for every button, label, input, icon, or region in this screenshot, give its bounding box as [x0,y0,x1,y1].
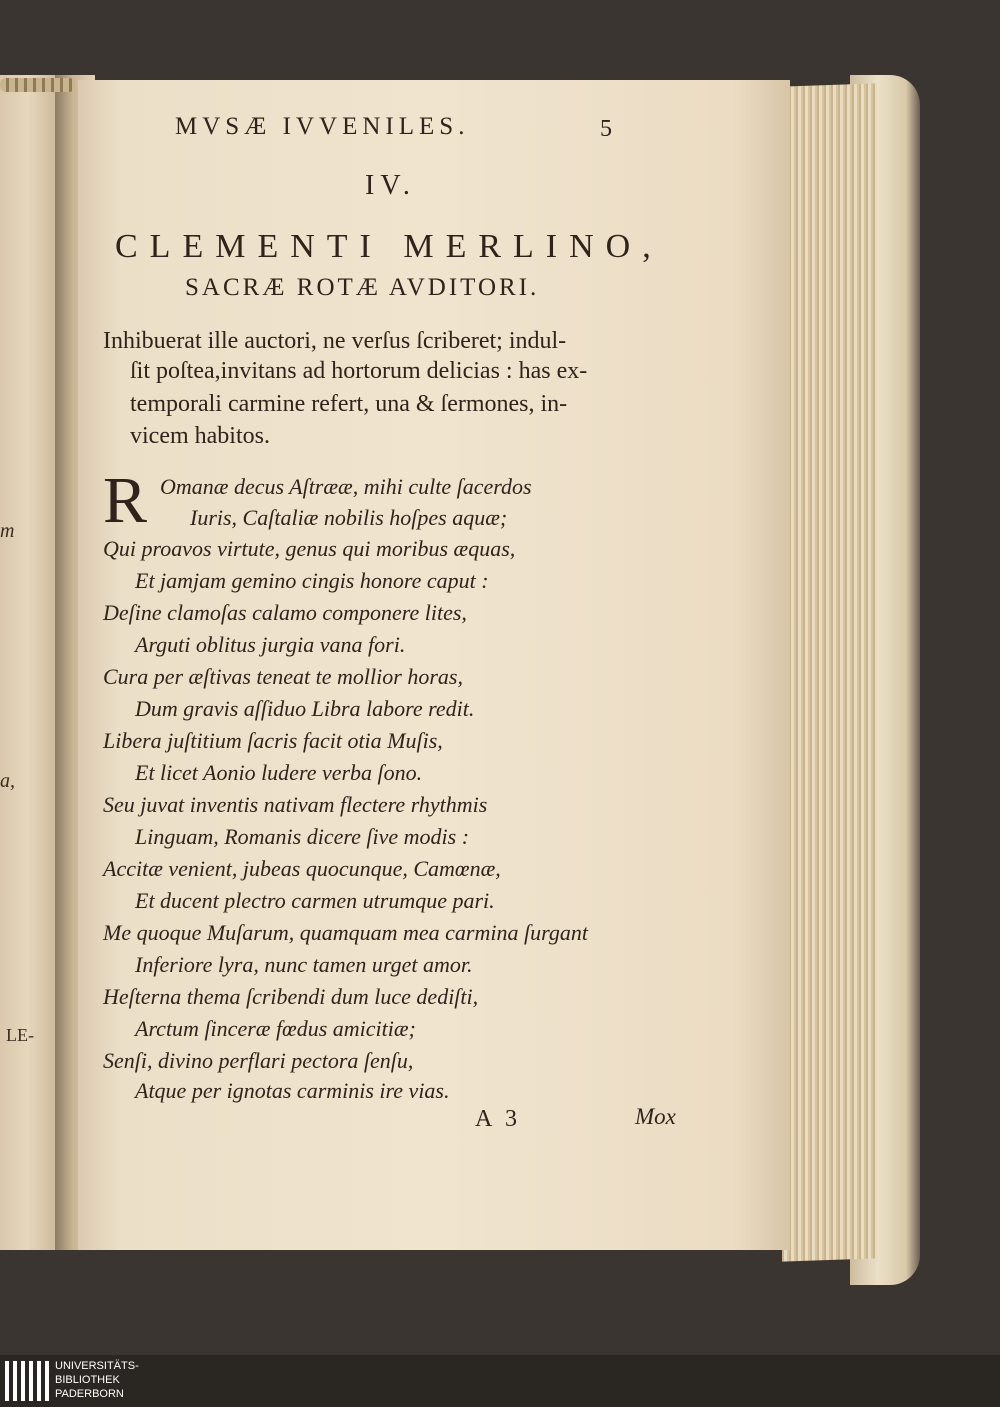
binding-thread [0,78,75,92]
verse-line: Deſine clamoſas calamo componere lites, [103,600,467,625]
library-logo-text [55,1359,139,1401]
prose-line: vicem habitos. [130,423,270,449]
verse-line: Inferiore lyra, nunc tamen urget amor. [135,952,473,977]
verse-line: Libera juſtitium ſacris facit otia Muſis, [103,728,443,753]
verse-line: Et licet Aonio ludere verba ſono. [135,760,423,785]
verse-line: Me quoque Muſarum, quamquam mea carmina ſurgant [103,920,588,945]
verse-line: Cura per æſtivas teneat te mollior horas, [103,664,463,689]
page-number: 5 [600,116,612,142]
verse-line: Qui proavos virtute, genus qui moribus æquas, [103,536,516,561]
left-page-fragment: m [0,520,15,542]
running-head: MVSÆ IVVENILES. [175,113,470,140]
verse-line: Arguti oblitus jurgia vana fori. [135,632,406,657]
footer-bar [0,1355,1000,1407]
verse-line: Accitæ venient, jubeas quocunque, Camœnæ, [103,856,501,881]
prose-line: temporali carmine refert, una & ſermones, in- [130,391,568,417]
verse-line: Omanæ decus Aſtrææ, mihi culte ſacerdos [160,474,532,499]
verse-line: Et jamjam gemino cingis honore caput : [135,568,489,593]
logo-line: BIBLIOTHEK [55,1374,120,1386]
verse-line: Heſterna thema ſcribendi dum luce dediſti, [103,984,479,1009]
page-edges [782,83,877,1261]
dedication-subtitle: SACRÆ ROTÆ AVDITORI. [185,274,540,301]
verse-line: Linguam, Romanis dicere ſive modis : [135,824,470,849]
library-barcode-logo-icon [5,1361,49,1401]
prose-line: ſit poſtea,invitans ad hortorum delicias : has ex- [130,358,588,384]
catchword: Mox [635,1104,676,1129]
verse-line: Senſi, divino perflari pectora ſenſu, [103,1048,414,1073]
signature-mark: A 3 [475,1106,522,1132]
logo-line: UNIVERSITÄTS- [55,1360,139,1372]
dedication-title: CLEMENTI MERLINO, [115,228,663,265]
logo-line: PADERBORN [55,1388,124,1400]
prose-line: Inhibuerat ille auctori, ne verſus ſcriberet; indul- [103,328,567,354]
drop-cap: R [103,464,148,537]
verse-line: Dum gravis aſſiduo Libra labore redit. [135,696,475,721]
verse-line: Atque per ignotas carminis ire vias. [135,1078,450,1103]
verse-line: Et ducent plectro carmen utrumque pari. [135,888,495,913]
verse-line: Iuris, Caſtaliæ nobilis hoſpes aquæ; [190,505,508,530]
verse-line: Seu juvat inventis nativam flectere rhythmis [103,792,488,817]
verse-line: Arctum ſinceræ fœdus amicitiæ; [135,1016,416,1041]
section-number: IV. [365,170,416,201]
left-page-fragment: a, [0,770,15,792]
left-page-fragment: LE- [6,1025,34,1045]
